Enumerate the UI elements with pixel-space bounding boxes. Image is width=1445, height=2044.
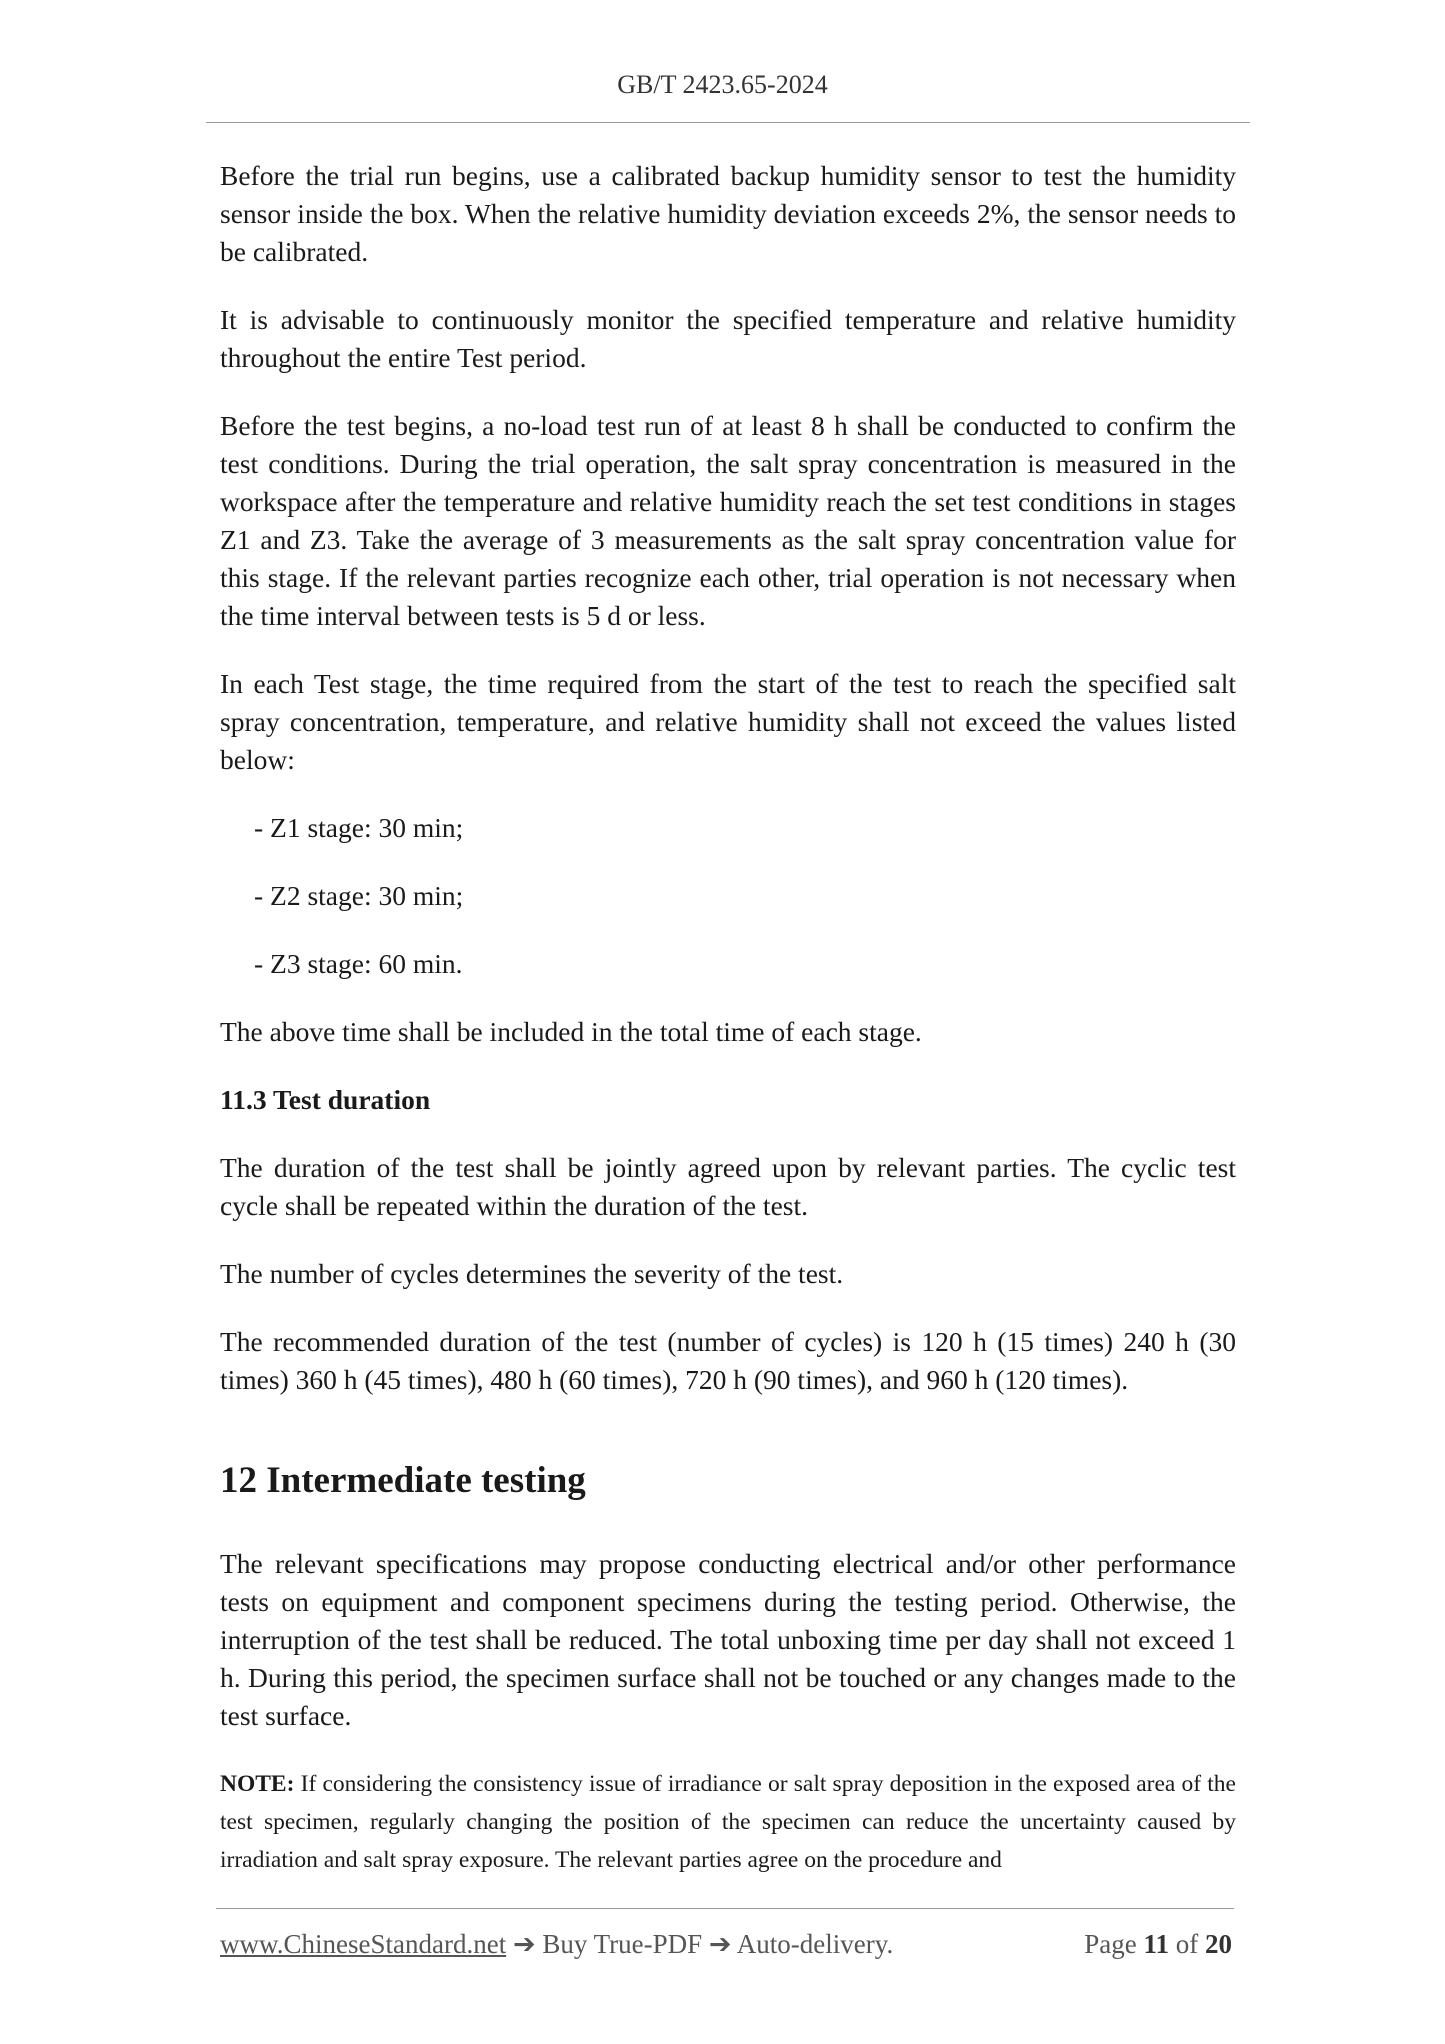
footer-promo [220,1929,893,1960]
footer-divider [216,1908,1234,1909]
note-label: NOTE: [220,1771,295,1797]
paragraph-stage-time: In each Test stage, the time required from the start of the test to reach the specified salt spray concentration, temperature, and relative humidity shall not exceed the values listed below: [220,668,1236,775]
list-item-z2: - Z2 stage: 30 min; [254,880,464,911]
page-of-label: of [1169,1929,1205,1959]
list-item-z1: - Z1 stage: 30 min; [254,812,464,843]
arrow-right-icon: ➔ [702,1929,737,1959]
paragraph-severity: The number of cycles determines the severity of the test. [220,1258,844,1289]
note-text: If considering the consistency issue of irradiance or salt spray deposition in the exposed area of the test specimen, regularly changing the position of the specimen can reduce the uncertainty caused by irradiation and salt spray exposure. The relevant parties agree on the procedure and [220,1771,1236,1873]
paragraph-recommended-duration: The recommended duration of the test (number of cycles) is 120 h (15 times) 240 h (30 times) 360 h (45 times), 480 h (60 times), 720 h (90 times), and 960 h (120 times). [220,1326,1236,1395]
page-number [1084,1929,1232,1960]
paragraph-no-load-test: Before the test begins, a no-load test run of at least 8 h shall be conducted to confirm the test conditions. During the trial operation, the salt spray concentration is measured in the workspace after the temperature and relative humidity reach the set test conditions in stages Z1 and Z3. Take the average of 3 measurements as the salt spray concentration value for this stage. If the relevant parties recognize each other, trial operation is not necessary when the time interval between tests is 5 d or less. [220,410,1236,631]
header-divider [206,122,1250,123]
list-item-z3: - Z3 stage: 60 min. [254,948,463,979]
section-heading-12: 12 Intermediate testing [220,1460,586,1501]
paragraph-total-time: The above time shall be included in the total time of each stage. [220,1016,922,1047]
section-heading-11-3: 11.3 Test duration [220,1084,431,1115]
page-total: 20 [1205,1929,1232,1959]
note-paragraph [220,1765,1236,1879]
document-body [220,157,1236,1879]
buy-pdf-text: Buy True-PDF [542,1929,703,1959]
paragraph-monitoring: It is advisable to continuously monitor the specified temperature and relative humidity throughout the entire Test period. [220,304,1236,373]
document-header: GB/T 2423.65-2024 [617,70,828,99]
paragraph-intermediate-testing: The relevant specifications may propose conducting electrical and/or other performance tests on equipment and component specimens during the testing period. Otherwise, the interruption of the test shall be reduced. The total unboxing time per day shall not exceed 1 h. During this period, the specimen surface shall not be touched or any changes made to the test surface. [220,1548,1236,1731]
page-label: Page [1084,1929,1144,1959]
paragraph-humidity-sensor: Before the trial run begins, use a calibrated backup humidity sensor to test the humidity sensor inside the box. When the relative humidity deviation exceeds 2%, the sensor needs to be calibrated. [220,160,1236,267]
page-current: 11 [1143,1929,1169,1959]
auto-delivery-text: Auto-delivery. [736,1929,894,1959]
paragraph-duration: The duration of the test shall be jointly agreed upon by relevant parties. The cyclic test cycle shall be repeated within the duration of the test. [220,1152,1236,1221]
website-link[interactable]: www.ChineseStandard.net [220,1929,507,1959]
arrow-right-icon: ➔ [506,1929,543,1959]
